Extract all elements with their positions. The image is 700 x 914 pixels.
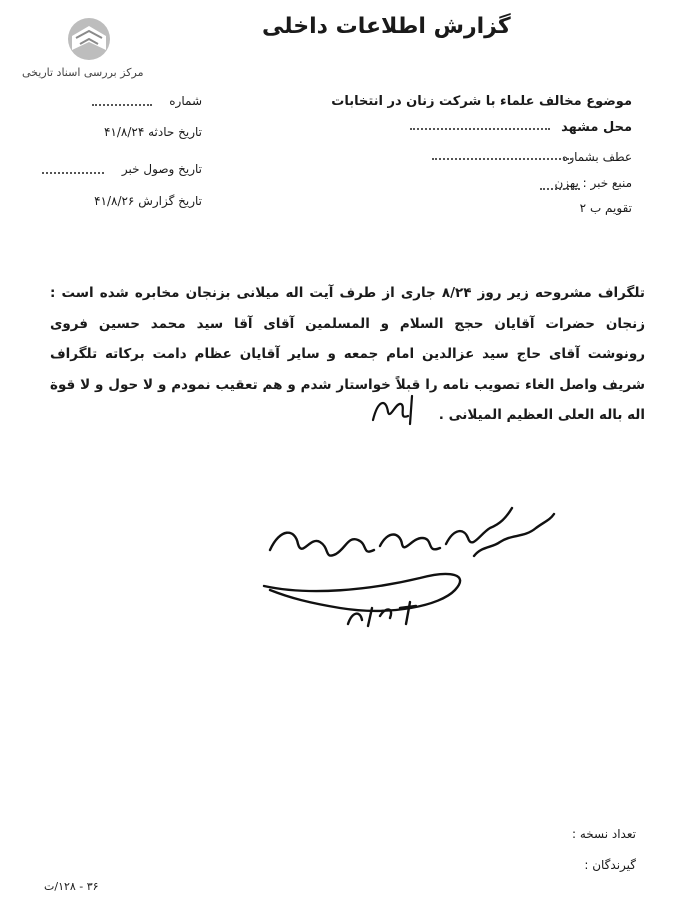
calendar-field: تقویم ب ۲ xyxy=(579,201,632,215)
report-date-field: تاریخ گزارش ۴۱/۸/۲۶ xyxy=(94,194,202,208)
body-line: اله باله العلی العظیم المیلانی . xyxy=(438,407,645,423)
copies-field: تعداد نسخه : xyxy=(571,827,636,841)
body-line: رونوشت آقای حاج سید عزالدین امام جمعه و سایر آقایان عظام دامت برکاته تلگراف xyxy=(50,346,645,362)
number-dotted-line xyxy=(92,104,152,106)
subject-field: موضوع مخالف علماء با شرکت زنان در انتخابات xyxy=(331,94,632,109)
source-dotted-line xyxy=(540,188,580,190)
received-date-field: تاریخ وصول خبر xyxy=(121,162,202,176)
recipients-field: گیرندگان : xyxy=(584,858,636,872)
place-field: محل مشهد xyxy=(561,120,632,135)
telegram-body xyxy=(50,278,645,431)
form-number: ۳۶ - ۱۲۸/ت xyxy=(44,880,99,893)
handwritten-initial xyxy=(368,390,418,430)
number-field: شماره xyxy=(169,94,202,108)
body-line: زنجان حضرات آقایان حجج السلام و المسلمین آقای آقا سید محمد حسین فروی xyxy=(50,315,645,332)
incident-date-field: تاریخ حادثه ۴۱/۸/۲۴ xyxy=(103,125,202,139)
reference-dotted-line xyxy=(432,158,572,160)
place-dotted-line xyxy=(410,128,550,130)
source-field: منبع خبر : بهزن xyxy=(554,176,632,190)
received-dotted-line xyxy=(42,172,104,174)
logo-caption: مرکز بررسی اسناد تاریخی xyxy=(22,66,144,79)
page-title: گزارش اطلاعات داخلی xyxy=(262,14,511,39)
reference-field: عطف بشماره xyxy=(562,150,632,164)
body-line: شریف واصل الغاء تصویب نامه را قبلاً خواستار شدم و هم تعقیب نمودم و لا حول و لا قوة xyxy=(50,376,645,393)
handwritten-signature xyxy=(250,498,560,633)
body-line: تلگراف مشروحه زیر روز ۸/۲۴ جاری از طرف آیت اله میلانی بزنجان مخابره شده است : xyxy=(50,285,645,301)
archive-logo-icon xyxy=(62,16,116,62)
